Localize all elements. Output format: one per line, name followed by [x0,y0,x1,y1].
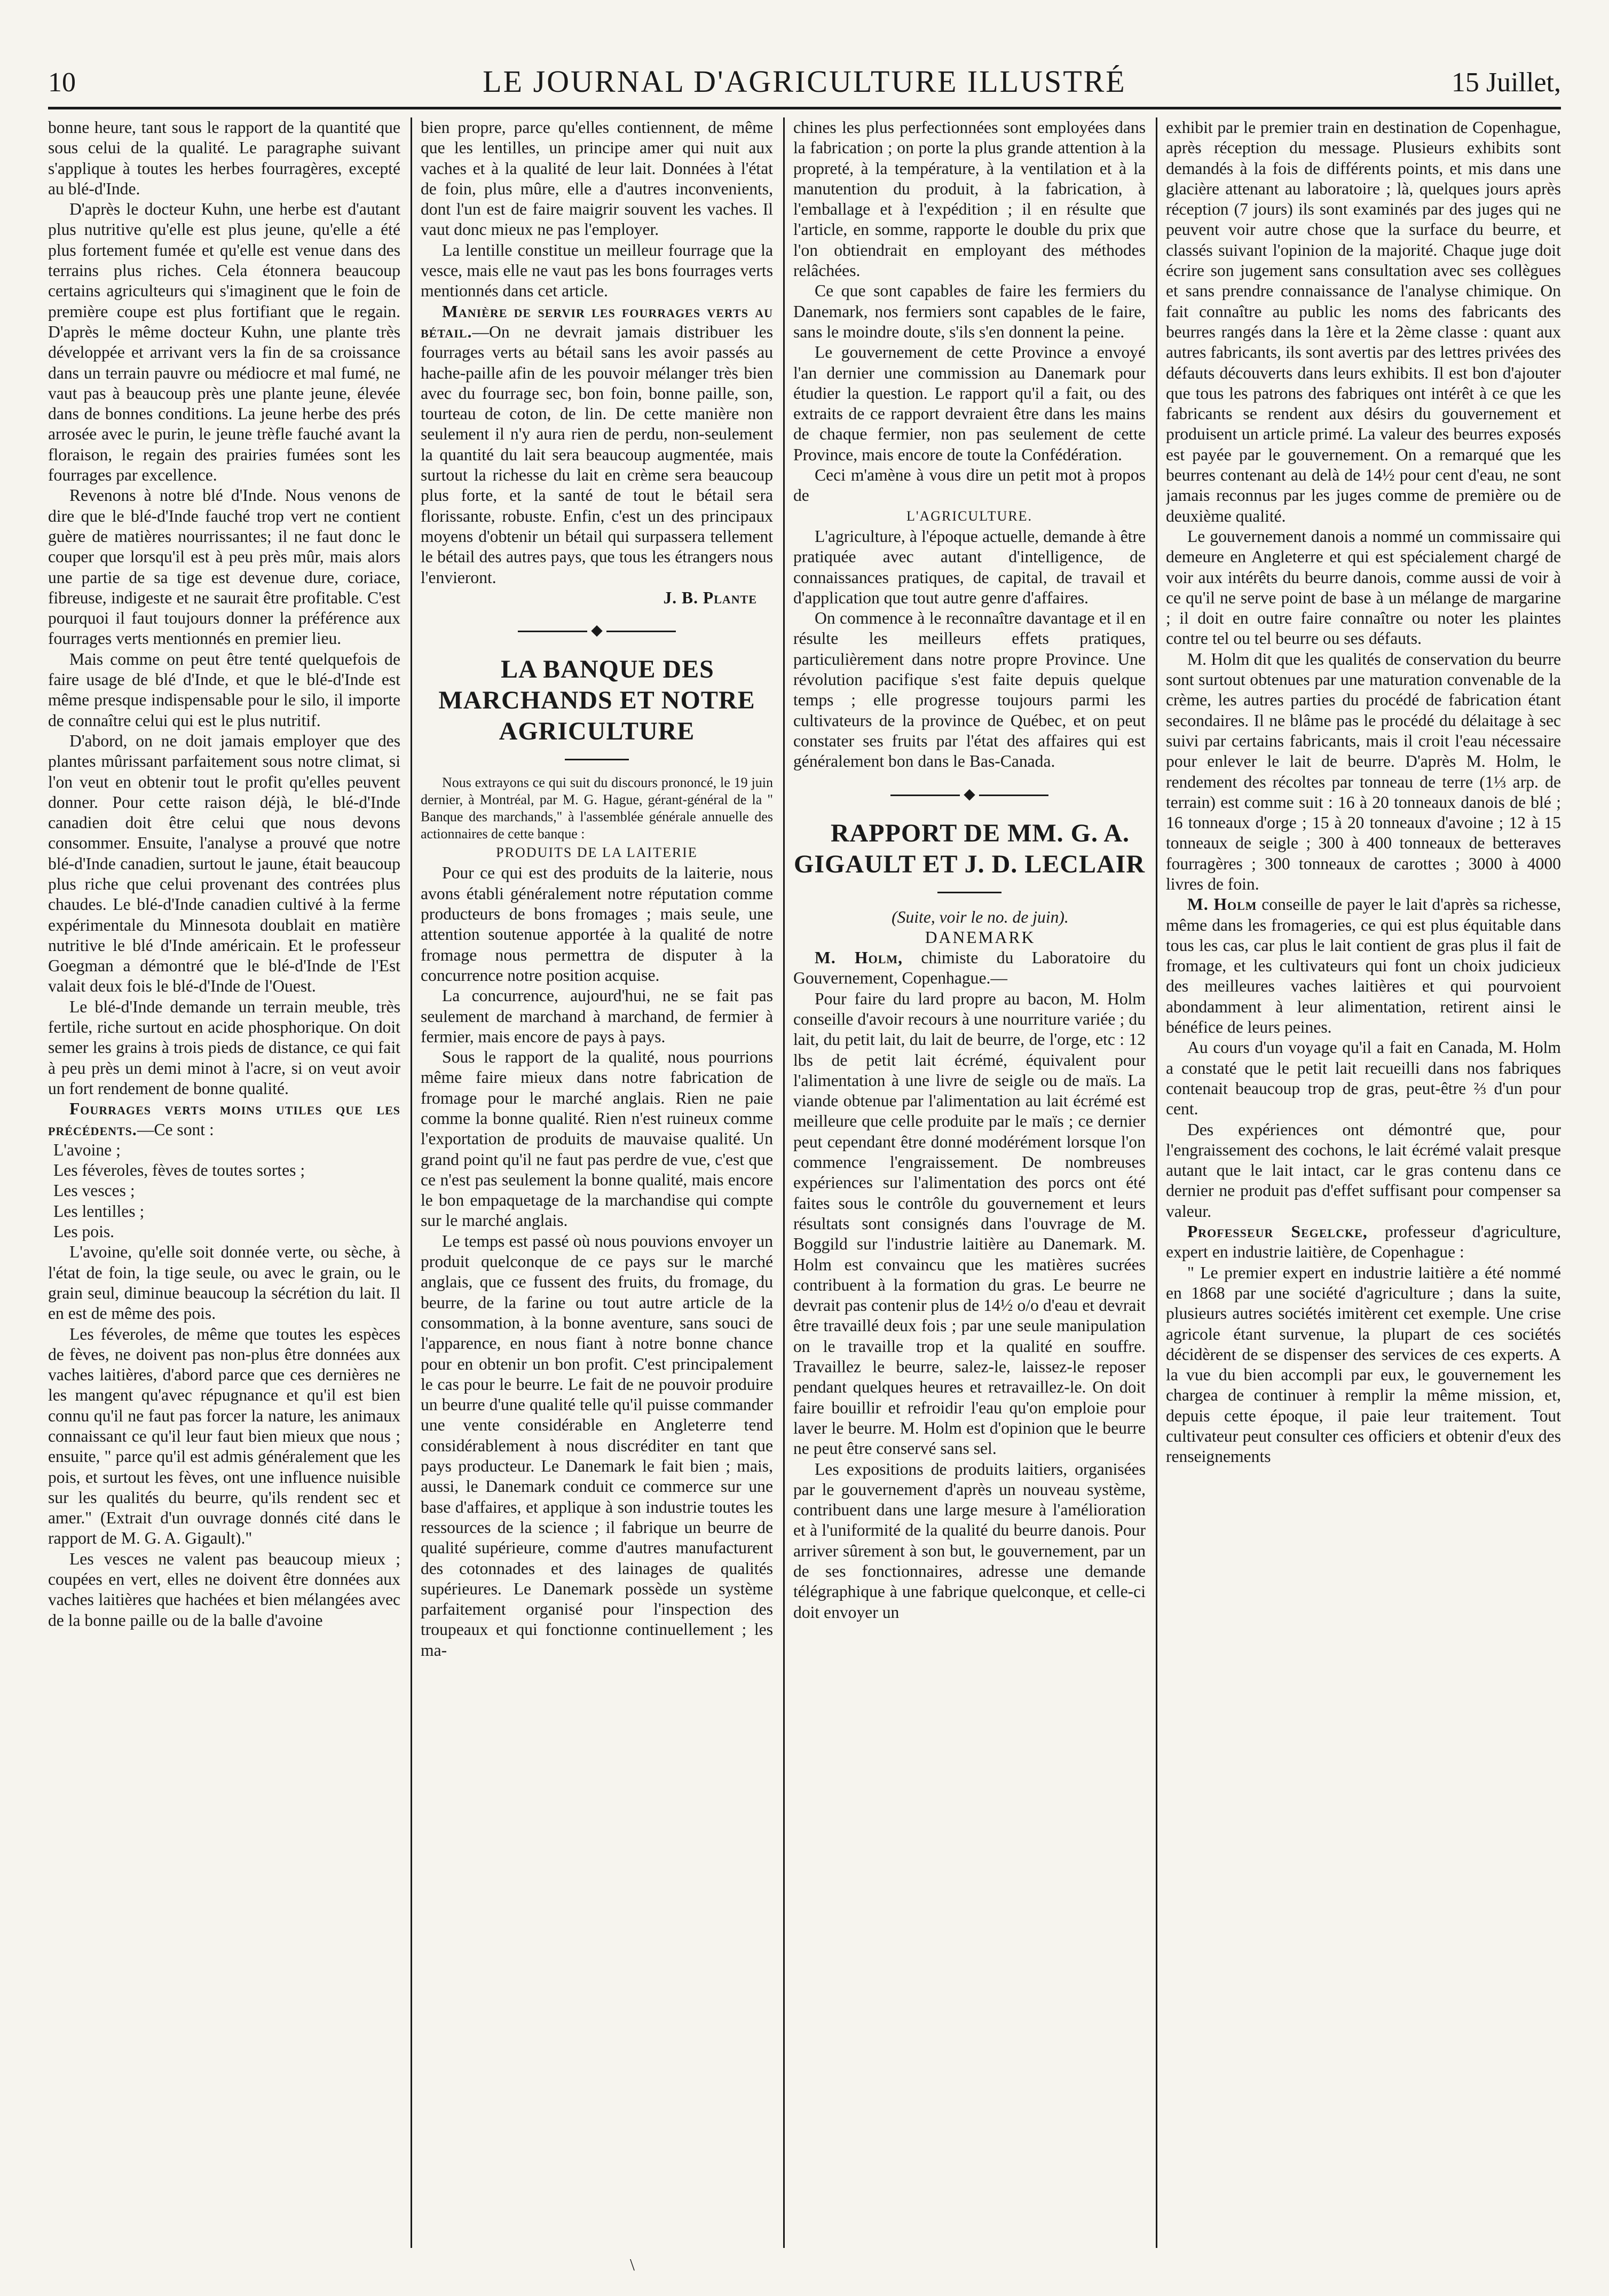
paragraph: Le gouvernement de cette Province a envoyé l'an dernier une commission au Danemark pour étudier la question. Le rapport qu'il a fait, ou des extraits de ce rapport devraient être dans les mains de chaque fermier, non pas seulement de cette Province, mais encore de toute la Confédération. [793,343,1146,464]
paragraph: Le gouvernement danois a nommé un commissaire qui demeure en Angleterre et qui est spécialement chargé de voir aux intérêts du beurre danois, comme aussi de voir à ce qu'il ne serve point de base à un mélange de margarine ; il doit en outre faire connaître ou noter les plaintes contre tel ou tel beurre ou ses défauts. [1166,526,1561,648]
speaker-name: M. Holm [1187,895,1257,914]
headline-rule [937,892,1001,893]
paragraph [1166,894,1561,1037]
paragraph: Ceci m'amène à vous dire un petit mot à propos de [793,466,1146,505]
section-divider: ◆ [793,787,1146,802]
column-rule [783,117,785,2248]
paragraph: M. Holm dit que les qualités de conservation du beurre sont surtout obtenues par une maturation convenable de la crème, les autres parties du procédé de fabrication étant secondaires. Il ne blâme pas le procédé du délaitage à sec suivi par certains fabricants, mais il croit l'eau nécessaire pour enlever le lait de beurre. D'après M. Holm, le rendement des récoltes par tonneau de terre (1⅓ arp. de terrain) est comme suit : 16 à 20 tonneaux danois de blé ; 16 tonneaux d'orge ; 15 à 20 tonneaux d'avoine ; 12 à 15 tonneaux de seigle ; 300 à 400 tonneaux de betteraves fourragères ; 300 tonneaux de carottes ; 3000 à 4000 livres de foin. [1166,649,1561,893]
paragraph: Les vesces ne valent pas beaucoup mieux ; coupées en vert, elles ne doivent être données aux vaches laitières que hachées et bien mélangées avec de la bonne paille ou de la balle d'avoine [48,1549,400,1630]
paragraph: Pour ce qui est des produits de la laiterie, nous avons établi généralement notre réputation comme producteurs de bons fromages ; mais seule, une attention soutenue apportée à la qualité de notre fromage nous permettra de disputer à la concurrence notre position acquise. [421,863,773,985]
paragraph: Le temps est passé où nous pouvions envoyer un produit quelconque de ce pays sur le marché anglais, que ce fussent des fruits, du fromage, du beurre, de la farine ou tout autre article de la consommation, à la bonne aventure, sans souci de l'apparence, en nous fiant à notre bonne chance pour en obtenir un bon profit. C'est principalement le cas pour le beurre. Le fait de ne pouvoir produire un beurre d'une qualité telle qu'il puisse commander une vente considérable en Angleterre tend considérablement à nous discréditer en tant que pays producteur. Le Danemark le fait bien ; mais, aussi, le Danemark conduit ce commerce sur une base d'affaires, et applique à son industrie toutes les ressources de la science ; il fabrique un beurre de qualité supérieure, comme d'autres manufacturent des cotonnades et des lainages de qualités supérieures. Le Danemark possède un système parfaitement organisé pour l'inspection des troupeaux et qui fonctionne continuellement ; les ma- [421,1231,773,1660]
speaker-title: chimiste du Laboratoire du Gouvernement, Copenhague.— [793,948,1146,988]
speaker-name: M. Holm, [815,948,903,968]
column-2 [421,117,773,2248]
list-item: Les vesces ; [53,1181,135,1200]
article-headline: RAPPORT DE MM. G. A. GIGAULT ET J. D. LECLAIR [794,819,1145,878]
issue-date: 15 Juillet, [1451,67,1561,98]
paragraph: On commence à le reconnaître davantage et il en résulte les meilleurs effets pratiques, particulièrement dans notre propre Province. Une révolution pacifique s'est faite depuis quelque temps ; elle progresse toujours parmi les cultivateurs de la province de Québec, et on peut constater ses fruits par l'état des affaires qui est généralement bon dans le Bas-Canada. [793,609,1146,771]
paragraph: Mais comme on peut être tenté quelquefois de faire usage de blé d'Inde, et que le blé-d'Inde est même presque indispensable pour le silo, il importe de connaître celui qui est le plus nutritif. [48,649,400,730]
paragraph: exhibit par le premier train en destination de Copenhague, après réception du message. Plusieurs exhibits sont demandés à la fois de différents points, et mis dans une glacière attenant au laboratoire ; là, quelques jours après réception (7 jours) ils sont examinés par des juges qui ne peuvent voir autre chose que la surface du beurre, et classés suivant l'opinion de la majorité. Chaque juge doit écrire son jugement sans consultation avec ses collègues et sans prendre connaissance de l'analyse chimique. On fait connaître au public les noms des fabricants des beurres rangés dans la 1ère et la 2ème classe : quant aux autres fabricants, ils sont avertis par des lettres privées des défauts découverts dans leurs exhibits. Il est bon d'ajouter que tous les patrons des fabriques ont intérêt à ce que les fabricants se rendent aux désirs du gouvernement et produisent un article primé. La valeur des beurres exposés est payée par le gouvernement. On a remarqué que les beurres contenant au delà de 14½ pour cent d'eau, ne sont jamais reconnus par les juges comme de première ou de deuxième qualité. [1166,118,1561,525]
paragraph: Le blé-d'Inde demande un terrain meuble, très fertile, riche surtout en acide phosphorique. On doit semer les grains à trois pieds de distance, ce qui fait à peu près un demi minot à l'acre, si on veut avoir un fort rendement de bonne qualité. [48,997,400,1098]
list-item: Les féveroles, fèves de toutes sortes ; [53,1161,305,1180]
paragraph: Pour faire du lard propre au bacon, M. Holm conseille d'avoir recours à une nourriture variée ; du lait, du petit lait, du lait de beurre, de l'orge, etc : 12 lbs de petit lait écrémé, équivalent pour l'alimentation à une livre de seigle ou de maïs. La viande obtenue par l'alimentation au lait écrémé est meilleure que celle produite par le maïs ; ce dernier peut cependant être donné modérément lorsque l'on commence l'engraissement. De nombreuses expériences sur l'alimentation des porcs ont été faites sous le contrôle du gouvernement et leurs résultats sont consignés dans l'ouvrage de M. Boggild sur l'industrie laitière au Danemark. M. Holm est convaincu que les matières sucrées contribuent à la formation du gras. Le beurre ne devrait pas contenir plus de 14½ o/o d'eau et devrait être travaillé deux fois ; par une seule manipulation on le travaille trop et la qualité en souffre. Travaillez le beurre, salez-le, laissez-le reposer pendant quelques heures et retravaillez-le. On doit faire bouillir et refroidir l'eau qu'on emploie pour laver le beurre. M. Holm est d'opinion que le beurre ne peut être conservé sans sel. [793,989,1146,1458]
section-subheading: PRODUITS DE LA LAITERIE [496,845,698,861]
paragraph: Ce que sont capables de faire les fermiers du Danemark, nos fermiers sont capables de le faire, sans le moindre doute, s'ils s'en donnent la peine. [793,281,1146,341]
continuation-note: (Suite, voir le no. de juin). [892,907,1069,926]
column-4 [1166,117,1561,2248]
paragraph: bien propre, parce qu'elles contiennent, de même que les lentilles, un principe amer qui nuit aux vaches et à la qualité de leur lait. Données à l'état de foin, plus mûre, elle a d'autres inconvenients, dont l'un est de faire maigrir souvent les vaches. Il vaut donc mieux ne pas l'employer. [421,118,773,239]
run-in-text: conseille de payer le lait d'après sa richesse, même dans les fromageries, ce qui est plus équitable dans tous les cas, car plus le lait contient de gras plus il fait de fromage, et les cultivateurs qui font un choix judicieux des meilleures vaches laitières et qui pourvoient abondamment à leur alimentation, retirent ainsi le bénéfice de leurs peines. [1166,895,1561,1037]
column-1 [48,117,400,2248]
paragraph: Sous le rapport de la qualité, nous pourrions même faire mieux dans notre fabrication de fromage pour le marché anglais. Rien ne paie comme la bonne qualité. Rien n'est ruineux comme l'exportation de produits de mauvaise qualité. Un grand point qu'il ne faut pas perdre de vue, c'est que ce n'est pas seulement la bonne qualité, mais encore le bon empaquetage de la marchandise qui compte sur le marché anglais. [421,1048,773,1230]
speaker-title: professeur d'agriculture, expert en industrie laitière, de Copenhague : [1166,1222,1561,1262]
run-in-text: —On ne devrait jamais distribuer les fourrages verts au bétail sans les avoir passés au hache-paille afin de les pouvoir mélanger très bien avec du fourrage sec, bon foin, bonne paille, son, tourteau de coton, de lin. De cette manière non seulement il n'y aura rien de perdu, non-seulement la quantité du lait sera beaucoup augmentée, mais surtout la richesse du lait en crème sera beaucoup plus forte, et la santé de tout le bétail sera florissante, robuste. Enfin, c'est un des principaux moyens d'obtenir un bétail qui surpassera tellement le bétail des autres pays, que tous les étrangers nous l'envieront. [421,322,773,587]
paragraph [1166,1222,1561,1263]
paragraph [48,1099,400,1140]
list-item: Les pois. [53,1222,115,1241]
print-mark: \ [630,2255,635,2274]
paragraph: D'après le docteur Kuhn, une herbe est d'autant plus nutritive qu'elle est plus jeune, qu'elle a été plus fortement fumée et qu'elle est venue dans des terrains plus riches. Cela étonnera beaucoup certains agriculteurs qui s'imaginent que le foin de première coupe est plus fortifiant que le regain. D'après le même docteur Kuhn, une plante très développée et arrivant vers la fin de sa croissance dans un terrain pauvre ou médiocre et mal fumé, ne vaut pas à beaucoup près une plante jeune, élevée dans de bonnes conditions. La jeune herbe des prés arrosée avec le purin, le jeune trèfle fauché avant la floraison, le regain des prairies fumées sont les fourrages par excellence. [48,200,400,485]
page-number: 10 [48,67,76,98]
paragraph: chines les plus perfectionnées sont employées dans la fabrication ; on porte la plus grande attention à la propreté, à la température, à la ventilation et à la manutention du produit, à la fabrication, à l'emballage et à l'expédition ; il en résulte que l'article, en somme, rapporte le double du prix que l'on obtiendrait en employant des méthodes relâchées. [793,118,1146,280]
paragraph: La concurrence, aujourd'hui, ne se fait pas seulement de marchand à marchand, de fermier à fermier, mais encore de pays à pays. [421,986,773,1046]
page-header [48,59,1561,109]
column-rule [1156,117,1157,2248]
paragraph [421,302,773,588]
list-item: L'avoine ; [53,1140,121,1159]
paragraph: Revenons à notre blé d'Inde. Nous venons de dire que le blé-d'Inde fauché trop vert ne contient guère de matières nourrissantes; il ne faut donc le couper que lorsqu'il est à peu près mûr, mais alors une partie de sa tige est devenue dure, coriace, fibreuse, indigeste et ne saurait être profitable. C'est pourquoi il faut toujours donner la préférence aux fourrages verts mentionnés en premier lieu. [48,486,400,648]
article-headline: LA BANQUE DES MARCHANDS ET NOTRE AGRICULTURE [438,655,755,746]
run-in-heading: Fourrages verts moins utiles que les précédents. [48,1099,400,1139]
paragraph: Au cours d'un voyage qu'il a fait en Canada, M. Holm a constaté que le petit lait recueilli dans nos fabriques contenait beaucoup trop de gras, peut-être ⅔ d'un pour cent. [1166,1038,1561,1119]
column-rule [411,117,412,2248]
paragraph: L'avoine, qu'elle soit donnée verte, ou sèche, à l'état de foin, la tige seule, ou avec le grain, ou le grain seul, diminue beaucoup la sécrétion du lait. Il en est de même des pois. [48,1243,400,1323]
run-in-heading: Manière de servir les fourrages verts au bétail. [421,302,773,341]
list-item: Les lentilles ; [53,1201,145,1221]
article-intro: Nous extrayons ce qui suit du discours prononcé, le 19 juin dernier, à Montréal, par M. G. Hague, gérant-général de la " Banque des marchands," à l'assemblée générale annuelle des actionnaires de cette banque : [421,775,773,842]
paragraph: L'agriculture, à l'époque actuelle, demande à être pratiquée avec autant d'intelligence, de connaissances pratiques, de capital, de travail et d'application que tout autre genre d'affaires. [793,526,1146,607]
paragraph: " Le premier expert en industrie laitière a été nommé en 1868 par une société d'agriculture ; dans la suite, plusieurs autres sociétés imitèrent cet exemple. Une crise agricole étant survenue, la plupart de ces sociétés décidèrent de se dispenser des services de ces experts. A la vue du bien accompli par eux, le gouvernement les chargea de continuer à remplir la même mission, et, depuis cette époque, il paie leur traitement. Tout cultivateur peut consulter ces officiers et obtenir d'eux des renseignements [1166,1263,1561,1466]
paragraph: bonne heure, tant sous le rapport de la quantité que sous celui de la qualité. Le paragraphe suivant s'applique à toutes les herbes fourragères, excepté au blé-d'Inde. [48,118,400,198]
column-3 [793,117,1146,2248]
section-subheading: L'AGRICULTURE. [906,508,1033,524]
paragraph: Des expériences ont démontré que, pour l'engraissement des cochons, le lait écrémé valait presque autant que le lait intact, car le gras contenu dans ce dernier ne produit pas d'effet suffisant pour compenser sa valeur. [1166,1120,1561,1221]
journal-title: LE JOURNAL D'AGRICULTURE ILLUSTRÉ [483,64,1126,99]
author-signature: J. B. Plante [663,588,757,607]
paragraph [793,948,1146,989]
paragraph: Les expositions de produits laitiers, organisées par le gouvernement d'après un nouveau système, contribuent dans une large mesure à l'amélioration et à l'uniformité de la qualité du beurre danois. Pour arriver sûrement à son but, le gouvernement, par un de ses fonctionnaires, adresse une demande télégraphique à une fabrique quelconque, et celle-ci doit envoyer un [793,1459,1146,1622]
paragraph: Les féveroles, de même que toutes les espèces de fèves, ne doivent pas non-plus être données aux vaches laitières, d'abord parce que ces dernières ne les mangent qu'avec répugnance et qu'il est bien connu qu'il ne faut pas forcer la nature, les animaux connaissant ce qu'il leur faut bien mieux que nous ; ensuite, " parce qu'il est admis généralement que les pois, et surtout les fèves, ont une influence nuisible sur les qualités du beurre, qu'ils rendent sec et amer." (Extrait d'un ouvrage donnés cité dans le rapport de M. G. A. Gigault)." [48,1324,400,1548]
speaker-name: Professeur Segelcke, [1187,1222,1368,1241]
section-divider: ◆ [421,623,773,638]
run-in-text: —Ce sont : [137,1120,214,1139]
headline-rule [565,759,629,760]
paragraph: La lentille constitue un meilleur fourrage que la vesce, mais elle ne vaut pas les bons fourrages verts mentionnés dans cet article. [421,240,773,301]
section-subheading: DANEMARK [925,927,1036,947]
paragraph: D'abord, on ne doit jamais employer que des plantes mûrissant parfaitement sous notre climat, si l'on veut en obtenir tout le profit qu'elles peuvent donner. Pour cette raison déjà, le blé-d'Inde canadien doit être celui que nous devons consommer. Ensuite, l'analyse a prouvé que notre blé-d'Inde canadien, surtout le jaune, était beaucoup plus riche que celui provenant des contrées plus chaudes. Le blé-d'Inde canadien cultivé à la ferme expérimentale du Minnesota doublait en matière nutritive le blé d'Inde américain. Et le professeur Goegman a démontré que le blé-d'Inde de l'Est valait deux fois le blé-d'Inde de l'Ouest. [48,731,400,996]
